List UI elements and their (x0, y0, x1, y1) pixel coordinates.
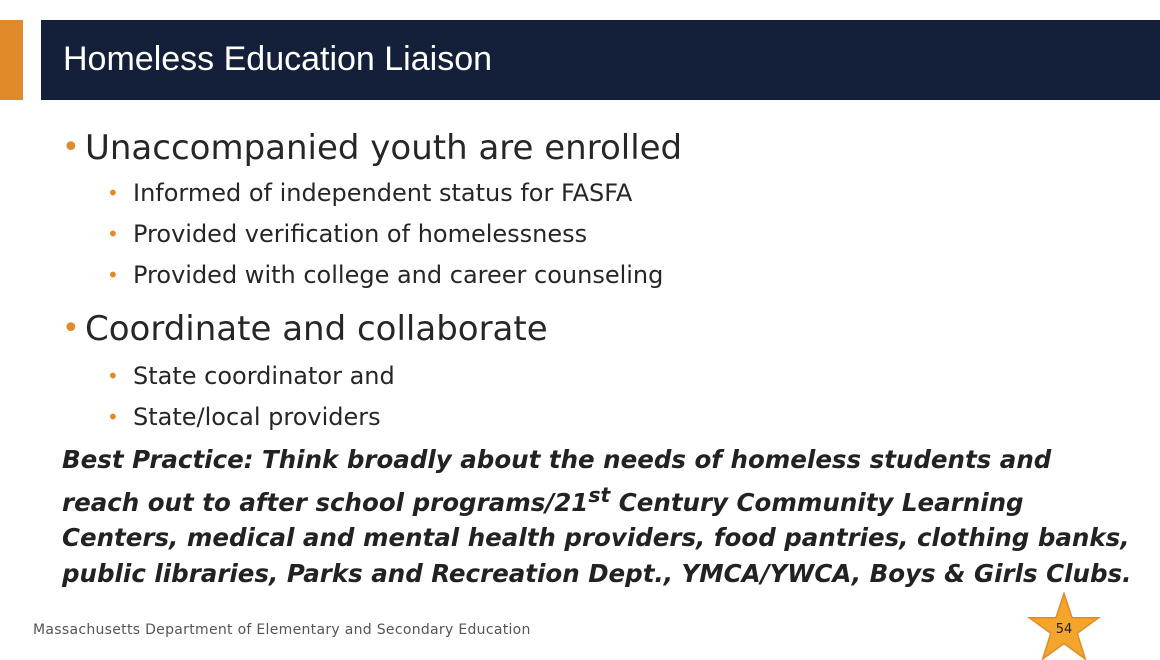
footer-text: Massachusetts Department of Elementary and Secondary Education (33, 622, 531, 638)
bullet-text: Coordinate and collaborate (85, 309, 548, 349)
sub-bullet-list (62, 173, 1122, 296)
best-practice-text-2: Century Community Learning Centers, medical and mental health providers, food pantries, clothing banks, public libraries, Parks and Recreation Dept., YMCA/YWCA, Boys & Girls Clubs. (62, 487, 1132, 588)
bullet-dot-icon: • (107, 405, 119, 429)
sub-bullet-text: Provided with college and career counseling (133, 261, 664, 289)
title-bar (41, 20, 1160, 100)
sub-bullet-item (62, 214, 1122, 255)
bullet-dot-icon: • (107, 263, 119, 287)
sub-bullet-text: State/local providers (133, 403, 381, 431)
bullet-dot-icon: • (62, 311, 80, 346)
bullet-group-2 (62, 309, 1122, 438)
bullet-group-1 (62, 128, 1122, 296)
sub-bullet-item (62, 397, 1122, 438)
page-number: 54 (1055, 622, 1073, 637)
sub-bullet-text: State coordinator and (133, 362, 395, 390)
bullet-item (62, 128, 1122, 168)
bullet-dot-icon: • (62, 130, 80, 165)
sub-bullet-list (62, 356, 1122, 438)
bullet-dot-icon: • (107, 364, 119, 388)
sub-bullet-item (62, 173, 1122, 214)
sub-bullet-text: Informed of independent status for FASFA (133, 179, 633, 207)
best-practice-text-1: Best Practice: Think broadly about the needs of homeless students and reach out to after school programs/21 (62, 445, 1052, 517)
bullet-text: Unaccompanied youth are enrolled (85, 128, 683, 168)
slide-title: Homeless Education Liaison (63, 40, 493, 78)
bullet-dot-icon: • (107, 181, 119, 205)
accent-bar (0, 20, 23, 100)
best-practice-superscript: st (588, 482, 611, 507)
bullet-item (62, 309, 1122, 349)
bullet-list (62, 128, 1122, 438)
sub-bullet-item (62, 255, 1122, 296)
bullet-dot-icon: • (107, 222, 119, 246)
sub-bullet-item (62, 356, 1122, 397)
best-practice-note (62, 442, 1132, 591)
sub-bullet-text: Provided verification of homelessness (133, 220, 588, 248)
